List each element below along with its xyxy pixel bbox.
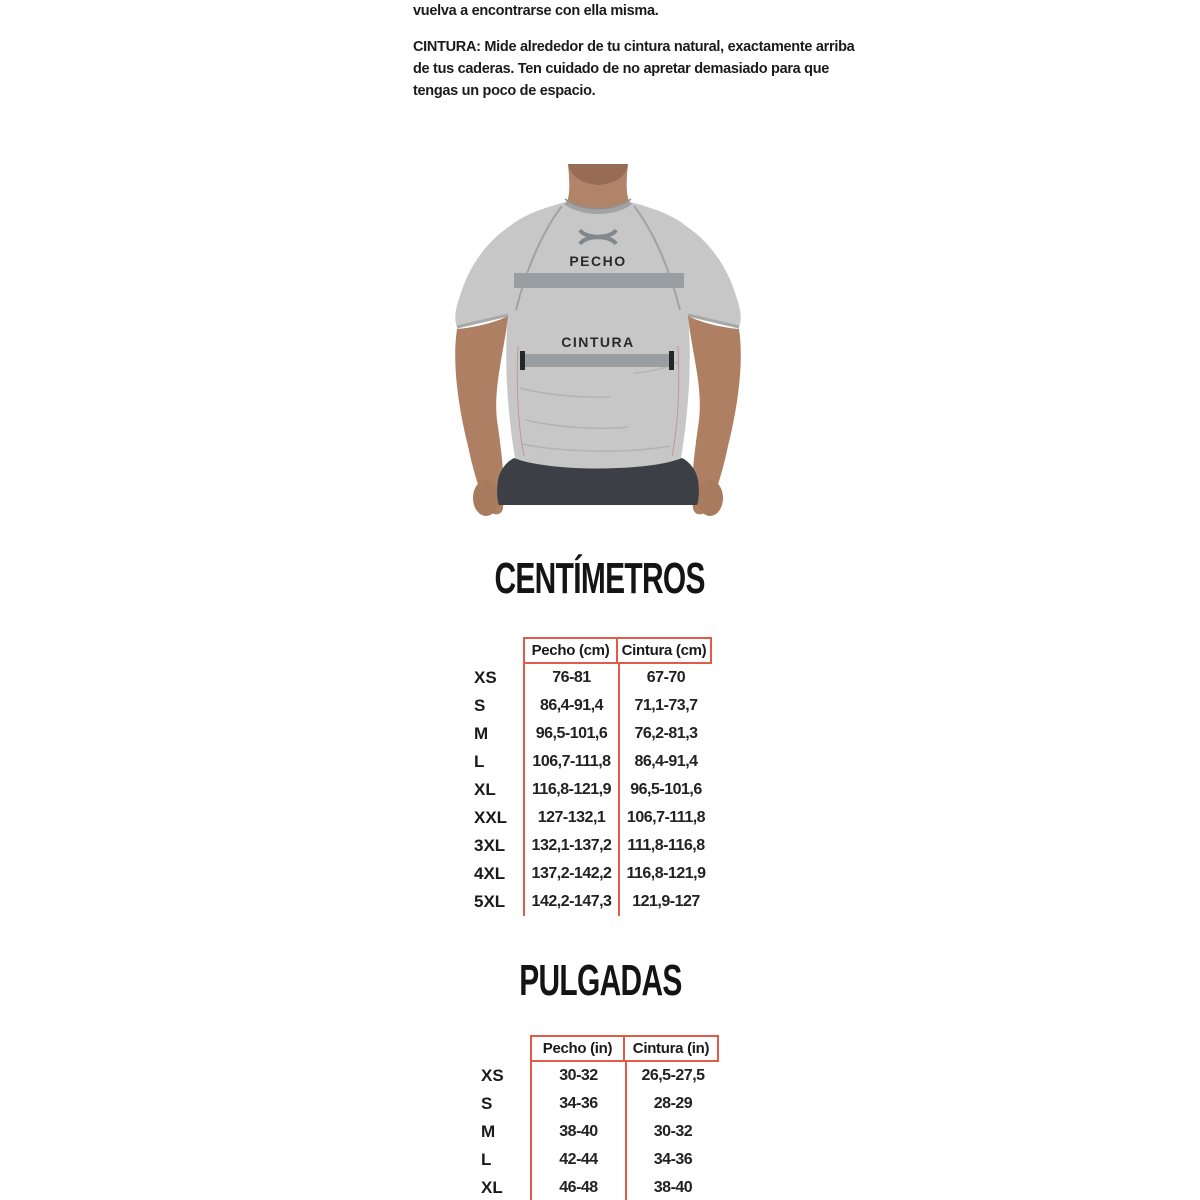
pecho-cell: 30-32 — [530, 1062, 625, 1090]
model-hand-right — [697, 480, 723, 516]
size-cell: XS — [481, 1066, 504, 1085]
chest-measure-label: PECHO — [569, 253, 627, 269]
pecho-cell: 42-44 — [530, 1146, 625, 1174]
in-pecho-column-header: Pecho (in) — [530, 1035, 625, 1062]
waist-definition: Mide alrededor de tu cintura natural, exactamente arriba de tus caderas. Ten cuidado de no apretar demasiado para que tengas un poco de espacio. — [413, 39, 855, 99]
pecho-cell: 38-40 — [530, 1118, 625, 1146]
cintura-cell: 116,8-121,9 — [618, 860, 712, 888]
table-row — [455, 664, 712, 692]
table-row — [462, 1062, 719, 1090]
table-row — [462, 1174, 719, 1200]
in-title-text: PULGADAS — [518, 956, 682, 1005]
cm-pecho-column-header: Pecho (cm) — [523, 637, 618, 664]
size-cell: S — [481, 1094, 493, 1113]
cm-size-table — [455, 637, 712, 916]
pecho-cell: 86,4-91,4 — [523, 692, 618, 720]
cm-title-text: CENTÍMETROS — [494, 554, 706, 603]
cintura-cell: 71,1-73,7 — [618, 692, 712, 720]
table-row — [455, 888, 712, 916]
waist-measure-label: CINTURA — [561, 334, 635, 350]
size-cell: L — [481, 1150, 492, 1169]
size-cell: 4XL — [474, 864, 506, 883]
in-cintura-column-header: Cintura (in) — [625, 1035, 719, 1062]
chest-measure-band — [514, 273, 684, 288]
waist-description — [413, 36, 861, 102]
cintura-cell: 28-29 — [625, 1090, 719, 1118]
cintura-cell: 96,5-101,6 — [618, 776, 712, 804]
waist-term: CINTURA: — [413, 39, 481, 55]
cintura-cell: 34-36 — [625, 1146, 719, 1174]
table-row — [455, 776, 712, 804]
pecho-cell: 76-81 — [523, 664, 618, 692]
table-row — [455, 860, 712, 888]
cintura-cell: 26,5-27,5 — [625, 1062, 719, 1090]
table-row — [455, 832, 712, 860]
cm-table-header — [455, 637, 712, 664]
table-row — [455, 804, 712, 832]
waist-band-end-left — [520, 351, 525, 370]
cintura-cell: 76,2-81,3 — [618, 720, 712, 748]
pecho-cell: 96,5-101,6 — [523, 720, 618, 748]
cintura-cell: 38-40 — [625, 1174, 719, 1200]
size-cell: XL — [474, 780, 496, 799]
pecho-cell: 116,8-121,9 — [523, 776, 618, 804]
pecho-cell: 142,2-147,3 — [523, 888, 618, 916]
table-row — [455, 692, 712, 720]
size-cell: M — [474, 724, 489, 743]
cintura-cell: 86,4-91,4 — [618, 748, 712, 776]
pecho-cell: 132,1-137,2 — [523, 832, 618, 860]
size-cell: 5XL — [474, 892, 506, 911]
pecho-cell: 137,2-142,2 — [523, 860, 618, 888]
pecho-cell: 34-36 — [530, 1090, 625, 1118]
intro-text: vuelva a encontrarse con ella misma. — [413, 3, 659, 19]
cm-cintura-column-header: Cintura (cm) — [618, 637, 712, 664]
cintura-cell: 106,7-111,8 — [618, 804, 712, 832]
table-header-spacer — [455, 637, 523, 664]
table-row — [462, 1146, 719, 1174]
pecho-cell: 106,7-111,8 — [523, 748, 618, 776]
size-cell: XS — [474, 668, 497, 687]
model-hand-left — [473, 480, 499, 516]
size-cell: XL — [481, 1178, 503, 1197]
in-size-table — [462, 1035, 719, 1200]
size-cell: M — [481, 1122, 496, 1141]
size-cell: S — [474, 696, 486, 715]
table-row — [462, 1090, 719, 1118]
cintura-cell: 67-70 — [618, 664, 712, 692]
size-cell: 3XL — [474, 836, 506, 855]
table-row — [455, 748, 712, 776]
size-cell: XXL — [474, 808, 508, 827]
fit-model-figure — [430, 148, 770, 533]
in-section-title — [0, 958, 1200, 1004]
cintura-cell: 111,8-116,8 — [618, 832, 712, 860]
waist-measure-band — [524, 354, 670, 367]
size-cell: L — [474, 752, 485, 771]
cintura-cell: 30-32 — [625, 1118, 719, 1146]
in-table-header — [462, 1035, 719, 1062]
pecho-cell: 127-132,1 — [523, 804, 618, 832]
cm-section-title — [0, 556, 1200, 602]
table-row — [462, 1118, 719, 1146]
table-header-spacer — [462, 1035, 530, 1062]
waist-band-end-right — [669, 351, 674, 370]
pecho-cell: 46-48 — [530, 1174, 625, 1200]
table-row — [455, 720, 712, 748]
cintura-cell: 121,9-127 — [618, 888, 712, 916]
